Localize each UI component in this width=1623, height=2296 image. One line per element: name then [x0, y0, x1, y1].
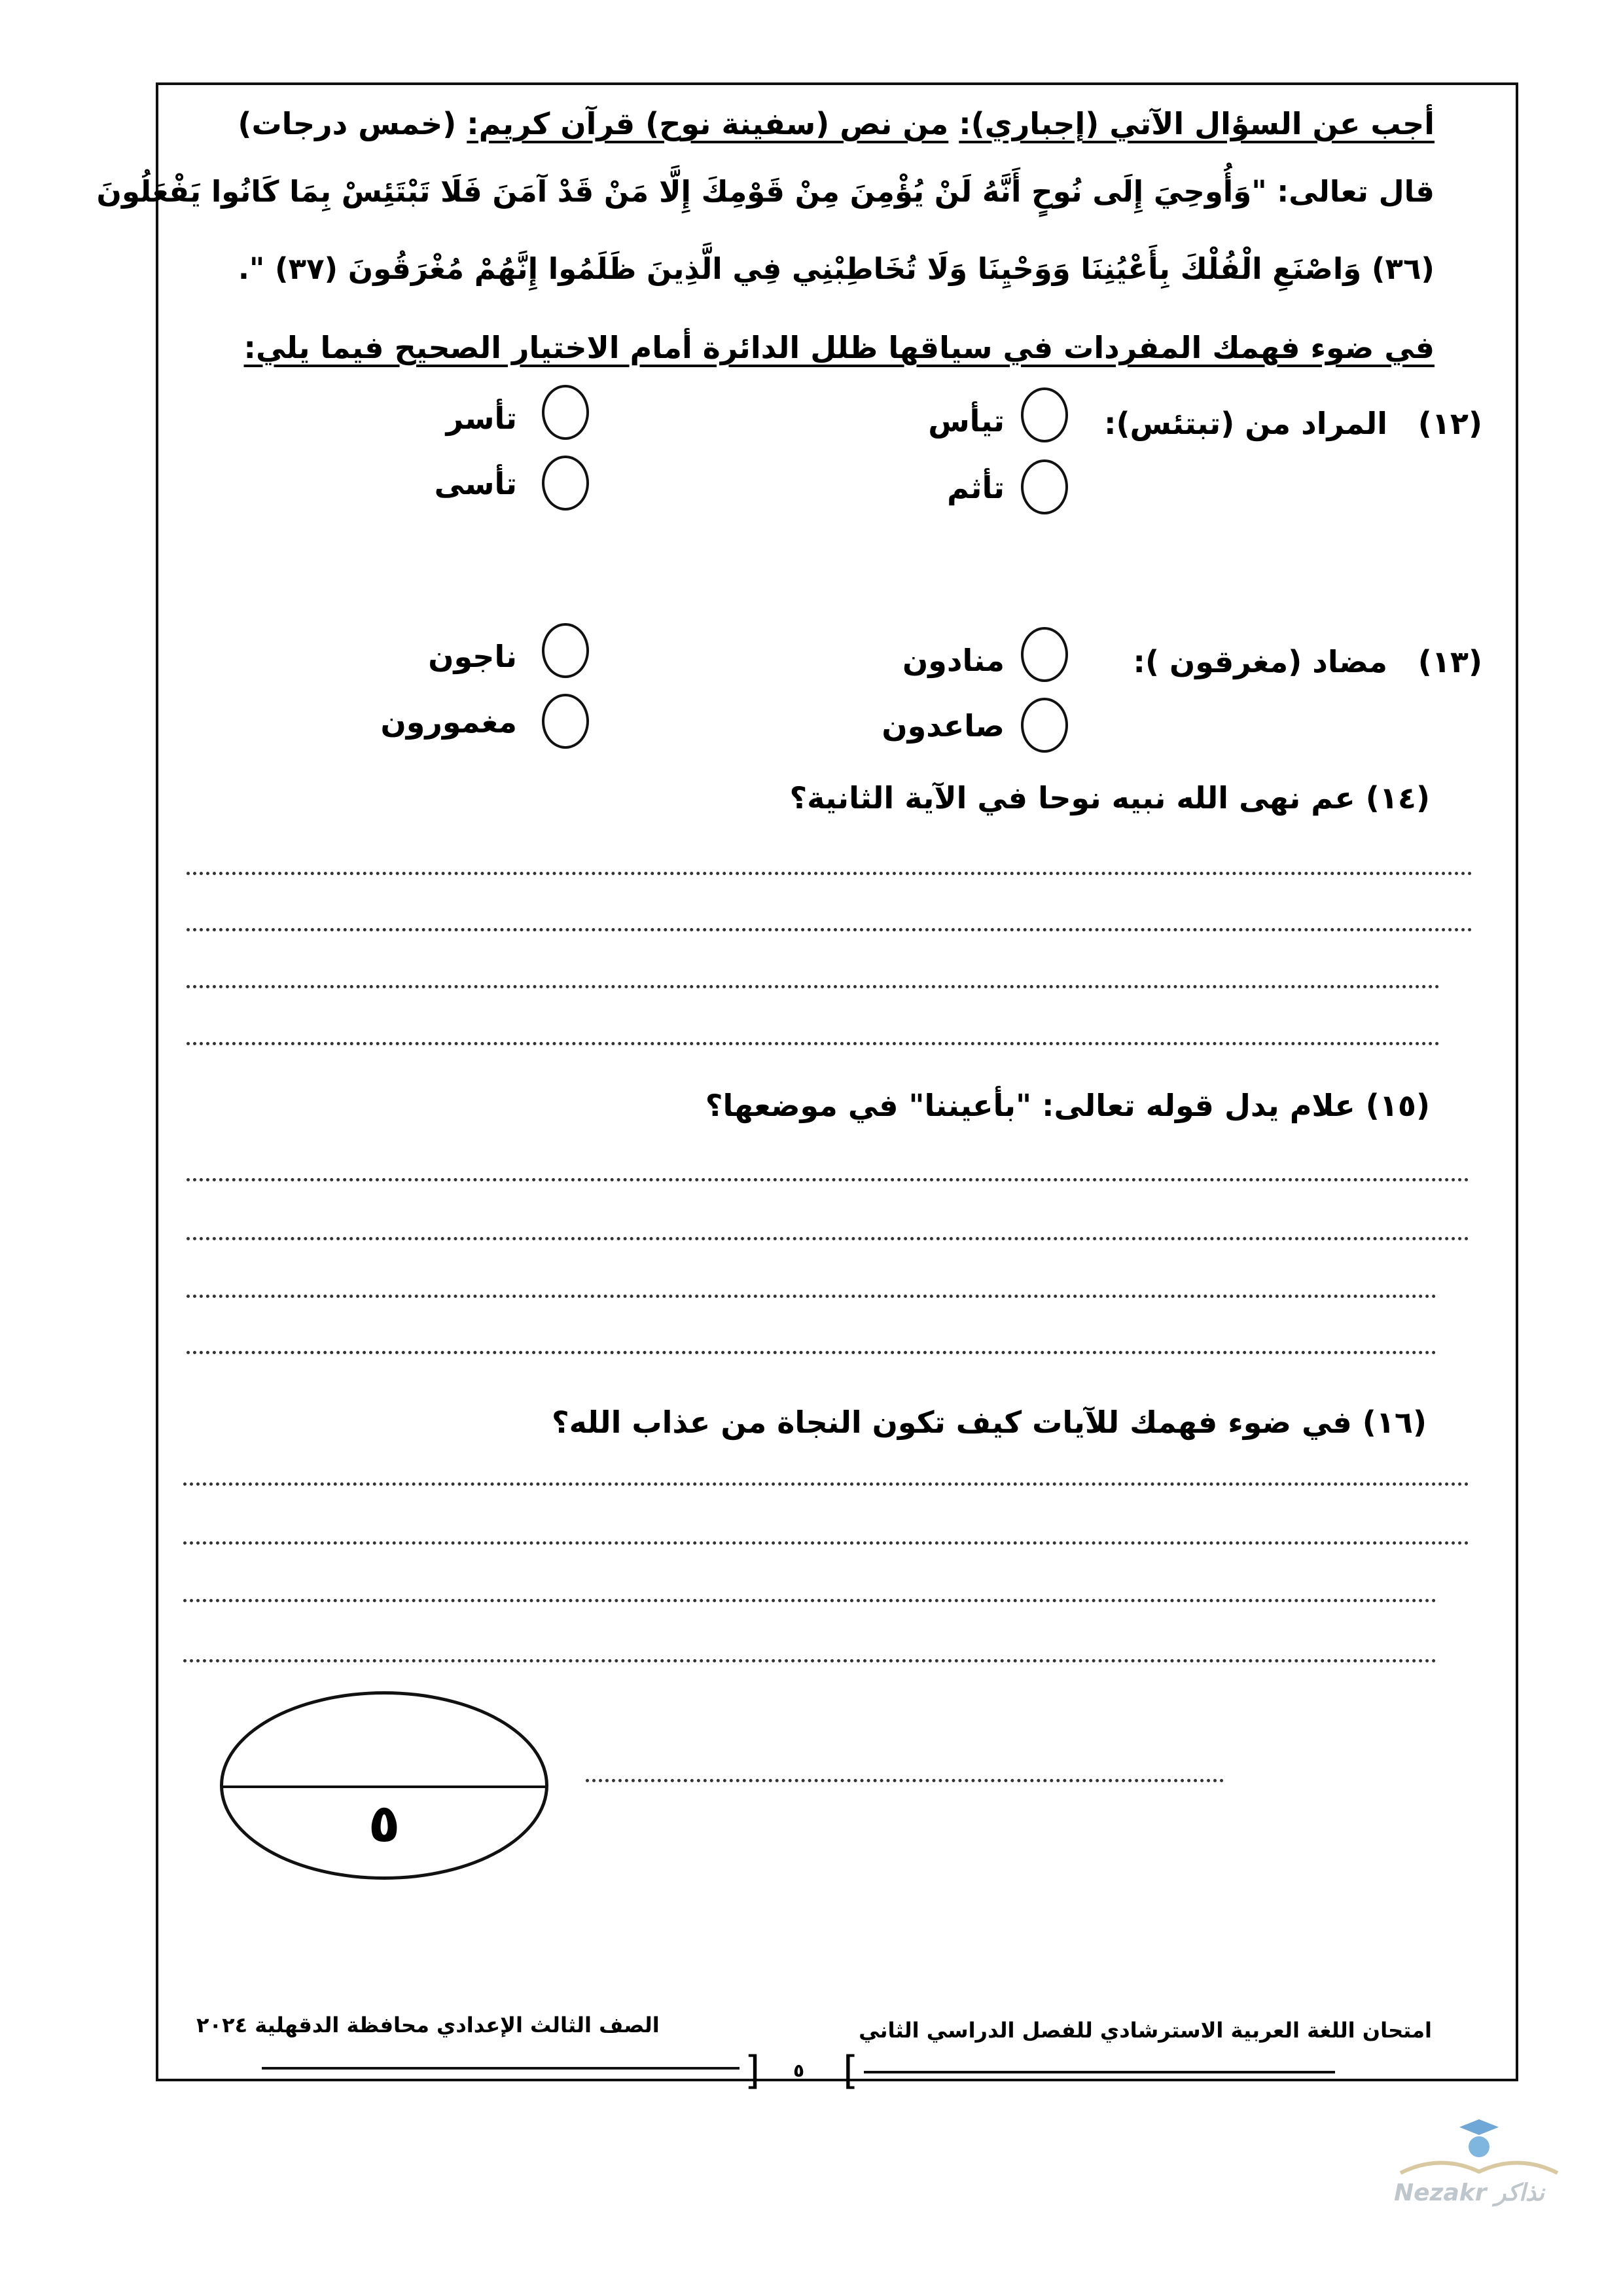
footer-rule-left — [262, 2067, 740, 2070]
q12-prompt: المراد من (تبتئس): — [1104, 406, 1387, 441]
q13-prompt: مضاد (مغرقون ): — [1133, 644, 1387, 679]
nezakr-logo — [1387, 2114, 1571, 2219]
q13-option-1-radio[interactable] — [1021, 627, 1068, 682]
q12-option-4-radio[interactable] — [542, 456, 589, 511]
page-bracket-left: [ — [745, 2048, 760, 2094]
q13-number: (١٣) — [1418, 644, 1482, 679]
source-label: من نص (سفينة نوح) قرآن كريم: — [467, 106, 949, 141]
answer-line[interactable] — [187, 1178, 1469, 1181]
verse-line-2: (٣٦) وَاصْنَعِ الْفُلْكَ بِأَعْيُنِنَا وَوَحْيِنَا وَلَا تُخَاطِبْنِي فِي الَّذِينَ ظَلَمُوا إِنَّهُمْ مُغْرَقُونَ (٣٧) ". — [238, 251, 1435, 286]
answer-line[interactable] — [187, 1042, 1440, 1045]
answer-line[interactable] — [183, 1482, 1469, 1486]
q13-option-2: ناجون — [428, 639, 517, 674]
score-divider — [223, 1785, 545, 1788]
watermark-text: Nezakr نذاكر — [1394, 2179, 1544, 2206]
footer-exam-title: امتحان اللغة العربية الاسترشادي للفصل الدراسي الثاني — [859, 2018, 1432, 2043]
answer-line[interactable] — [187, 1295, 1436, 1298]
section-header — [238, 106, 1435, 141]
answer-line[interactable] — [183, 1599, 1436, 1602]
verse-line-1: قال تعالى: "وَأُوحِيَ إِلَى نُوحٍ أَنَّهُ لَنْ يُؤْمِنَ مِنْ قَوْمِكَ إِلَّا مَنْ قَدْ آمَنَ فَلَا تَبْتَئِسْ بِمَا كَانُوا يَفْعَلُونَ — [96, 174, 1435, 209]
q12-option-2: تأسر — [446, 401, 517, 436]
q16-text: (١٦) في ضوء فهمك للآيات كيف تكون النجاة من عذاب الله؟ — [551, 1405, 1427, 1440]
q12-option-1: تيأس — [928, 403, 1005, 439]
q13-option-3: صاعدون — [882, 708, 1005, 744]
answer-line[interactable] — [187, 1351, 1436, 1354]
footer-grade: الصف الثالث الإعدادي محافظة الدقهلية ٢٠٢٤ — [196, 2013, 660, 2037]
instruction-prefix: أجب عن السؤال الآتي (إجباري): — [959, 106, 1435, 141]
footer-rule-right — [864, 2071, 1335, 2073]
answer-line[interactable] — [187, 985, 1440, 988]
graduation-book-icon — [1387, 2114, 1571, 2186]
answer-line[interactable] — [187, 928, 1472, 931]
q13-option-2-radio[interactable] — [542, 623, 589, 678]
instruction: في ضوء فهمك المفردات في سياقها ظلل الدائرة أمام الاختيار الصحيح فيما يلي: — [243, 330, 1435, 365]
score-box — [220, 1691, 548, 1880]
answer-line[interactable] — [187, 872, 1472, 875]
answer-line[interactable] — [187, 1237, 1469, 1240]
q15-text: (١٥) علام يدل قوله تعالى: "بأعيننا" في موضعها؟ — [705, 1088, 1430, 1123]
q14-text: (١٤) عم نهى الله نبيه نوحا في الآية الثانية؟ — [789, 780, 1430, 816]
q13-option-4-radio[interactable] — [542, 694, 589, 749]
page-bracket-right: ] — [843, 2048, 859, 2094]
score-line[interactable] — [586, 1779, 1224, 1782]
score-total: ٥ — [368, 1793, 401, 1854]
answer-line[interactable] — [183, 1659, 1436, 1662]
page-number: ٥ — [793, 2060, 805, 2081]
q13-option-1: منادون — [902, 643, 1005, 678]
q12-option-3: تأثم — [947, 470, 1005, 505]
q12-option-1-radio[interactable] — [1021, 387, 1068, 442]
q12-option-3-radio[interactable] — [1021, 459, 1068, 514]
q12-number: (١٢) — [1418, 406, 1482, 441]
marks-label: (خمس درجات) — [238, 106, 457, 141]
q13-option-3-radio[interactable] — [1021, 698, 1068, 753]
q13-option-4: مغمورون — [380, 704, 517, 740]
q12-option-4: تأسى — [434, 466, 517, 501]
q12-option-2-radio[interactable] — [542, 385, 589, 440]
answer-line[interactable] — [183, 1541, 1469, 1545]
